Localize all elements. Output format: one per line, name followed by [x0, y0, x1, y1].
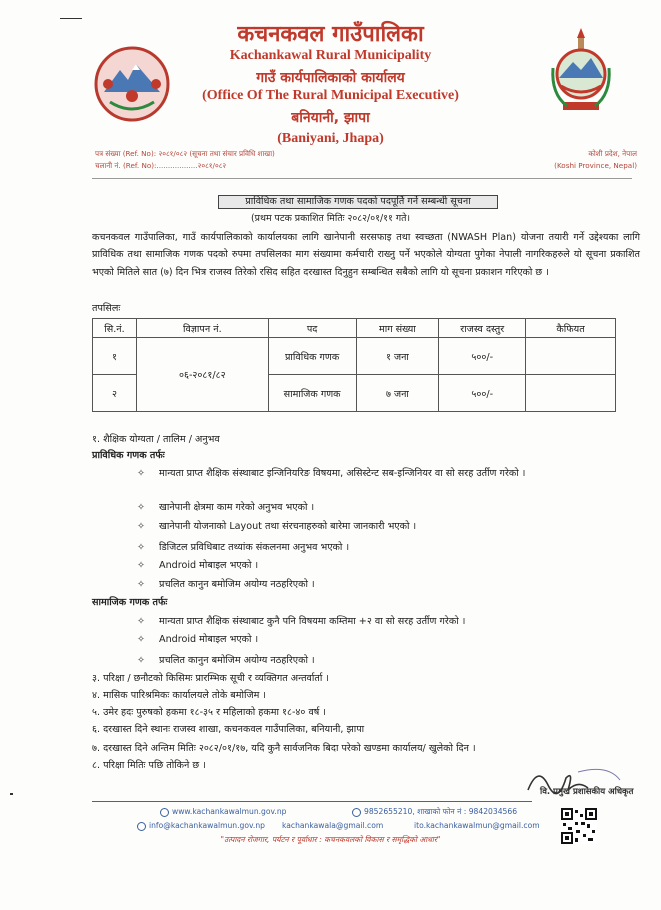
vacancy-table	[92, 318, 616, 412]
list-item: ✧ Android मोबाइल भएको ।	[137, 560, 259, 571]
col-header-count: माग संख्या	[356, 319, 439, 338]
col-header-remarks: कैफियत	[526, 319, 616, 338]
phone-icon	[352, 808, 361, 817]
cell-fee: ५००/-	[439, 338, 526, 375]
cell-fee: ५००/-	[439, 375, 526, 412]
qr-code-icon	[561, 808, 597, 844]
footer-email-ito[interactable]: ito.kachankawalmun@gmail.com	[414, 821, 540, 830]
place-np: बनियानी, झापा	[291, 110, 370, 126]
bullet-icon: ✧	[137, 542, 146, 553]
tech-heading: प्राविधिक गणक तर्फः	[92, 450, 165, 461]
numbered-item: ३. परिक्षा / छनौटको किसिमः प्रारम्भिक सूची र व्यक्तिगत अन्तर्वार्ता ।	[92, 673, 330, 684]
list-item: ✧ डिजिटल प्रविधिबाट तथ्यांक संकलनमा अनुभव भएको ।	[137, 542, 350, 553]
footer-divider	[92, 801, 532, 802]
col-header-ad-no: विज्ञापन नं.	[136, 319, 268, 338]
numbered-item: ७. दरखास्त दिने अन्तिम मितिः २०८२/०१/१७, यदि कुनै सार्वजनिक बिदा परेको खण्डमा कार्यालय/ खुलेको दिन ।	[92, 743, 476, 754]
letterhead	[0, 0, 661, 180]
cell-post: सामाजिक गणक	[268, 375, 356, 412]
cell-remarks	[526, 338, 616, 375]
numbered-item: ५. उमेर हदः पुरुषको हकमा १८-३५ र महिलाको हकमा १८-४० वर्ष ।	[92, 707, 327, 718]
cell-sn: २	[93, 375, 137, 412]
col-header-post: पद	[268, 319, 356, 338]
office-name-en: (Office Of The Rural Municipal Executive)	[202, 88, 459, 103]
list-item: ✧ मान्यता प्राप्त शैक्षिक संस्थाबाट इन्जिनियरिङ विषयमा, असिस्टेन्ट सब-इन्जिनियर वा सो सरह उर्तीण गरेको ।	[137, 468, 526, 479]
numbered-item: ६. दरखास्त दिने स्थानः राजस्व शाखा, कचनकवल गाउँपालिका, बनियानी, झापा	[92, 724, 365, 735]
office-name-np: गाउँ कार्यपालिकाको कार्यालय	[256, 70, 405, 86]
bullet-icon: ✧	[137, 655, 146, 666]
list-item: ✧ Android मोबाइल भएको ।	[137, 634, 259, 645]
numbered-item: ४. मासिक पारिश्रमिकः कार्यालयले तोके बमोजिम ।	[92, 690, 267, 701]
cell-ad-no: ०६-२०८१/८२	[136, 338, 268, 412]
list-item: ✧ खानेपानी क्षेत्रमा काम गरेको अनुभव भएको ।	[137, 502, 315, 513]
notice-title: प्राविधिक तथा सामाजिक गणक पदको पदपूर्ति गर्ने सम्बन्धी सूचना	[218, 195, 498, 209]
province-info	[554, 148, 637, 172]
place-en: (Baniyani, Jhapa)	[277, 131, 384, 146]
bullet-icon: ✧	[137, 560, 146, 571]
dispatch-no: चलानी नं. (Ref. No):..................२०८१/०८२	[95, 161, 227, 170]
cell-count: १ जना	[356, 338, 439, 375]
table-row	[93, 338, 616, 375]
municipality-name-en: Kachankawal Rural Municipality	[229, 48, 432, 63]
list-item: ✧ मान्यता प्राप्त शैक्षिक संस्थाबाट कुनै पनि विषयमा कम्तिमा +२ वा सो सरह उर्तीण गरेको ।	[137, 616, 466, 627]
header-divider	[92, 178, 632, 179]
email-icon	[137, 822, 146, 831]
ref-no: पत्र संख्या (Ref. No): २०८१/०८२ (सूचना तथा संचार प्रविधि शाखा)	[95, 149, 275, 158]
social-heading: सामाजिक गणक तर्फः	[92, 597, 168, 608]
bullet-icon: ✧	[137, 616, 146, 627]
footer-slogan: "उत्पादन रोजगार, पर्यटन र पूर्वाधार : कचनकवलको विकास र समृद्धिको आधार"	[220, 835, 441, 844]
list-item: ✧ खानेपानी योजनाको Layout तथा संरचनाहरुको बारेमा जानकारी भएको ।	[137, 521, 417, 532]
globe-icon	[160, 808, 169, 817]
notice-paragraph: कचनकवल गाउँपालिका, गाउँ कार्यपालिकाको कार्यालयका लागि खानेपानी सरसफाइ तथा स्वच्छता (NWASH Plan) योजना तयारी गर्ने उद्देश्यका लागि प्राविधिक तथा सामाजिक गणक पदको रुपमा तपसिलका माग संख्यामा कर्मचारी राख्नु पर्ने भएकोले योग्यता पुगेका नेपाली नागरिकहरुले यो सूचना प्रकाशित भएको मितिले सात (७) दिन भित्र राजस्व तिरेको रसिद सहित दरखास्त दिनुहुन सम्बन्धित सबैको लागि यो सूचना प्रकाशन गरिएको छ ।	[92, 232, 640, 278]
bullet-icon: ✧	[137, 468, 146, 479]
municipality-name-np: कचनकवल गाउँपालिका	[237, 22, 424, 47]
province-en: (Koshi Province, Nepal)	[554, 161, 637, 170]
cell-sn: १	[93, 338, 137, 375]
footer-email-info[interactable]: info@kachankawalmun.gov.np	[137, 821, 265, 831]
table-label: तपसिलः	[92, 303, 121, 314]
list-item: ✧ प्रचलित कानुन बमोजिम अयोग्य नठहरिएको ।	[137, 655, 315, 666]
bullet-icon: ✧	[137, 502, 146, 513]
bullet-icon: ✧	[137, 634, 146, 645]
footer-phone[interactable]: 9852655210, शाखाको फोन नं : 9842034566	[352, 807, 517, 817]
cell-post: प्राविधिक गणक	[268, 338, 356, 375]
section-qualification: १. शैक्षिक योग्यता / तालिम / अनुभव	[92, 434, 220, 445]
numbered-item: ८. परिक्षा मितिः पछि तोकिने छ ।	[92, 760, 206, 771]
col-header-sn: सि.नं.	[93, 319, 137, 338]
reference-numbers	[95, 148, 275, 172]
cell-count: ७ जना	[356, 375, 439, 412]
notice-subtitle: (प्रथम पटक प्रकाशित मितिः २०८२/०१/११ गते।	[250, 213, 411, 224]
scan-speck	[10, 793, 13, 795]
signature-mark	[508, 760, 628, 810]
list-item: ✧ प्रचलित कानुन बमोजिम अयोग्य नठहरिएको ।	[137, 579, 315, 590]
bullet-icon: ✧	[137, 579, 146, 590]
signatory-title: वि. प्रमुख प्रशासकीय अधिकृत	[540, 787, 634, 797]
col-header-fee: राजस्व दस्तुर	[439, 319, 526, 338]
province-np: कोशी प्रदेश, नेपाल	[588, 149, 637, 158]
footer-website[interactable]: www.kachankawalmun.gov.np	[160, 807, 286, 817]
footer-email-gmail[interactable]: kachankawala@gmail.com	[282, 821, 384, 830]
bullet-icon: ✧	[137, 521, 146, 532]
cell-remarks	[526, 375, 616, 412]
table-header-row	[93, 319, 616, 338]
